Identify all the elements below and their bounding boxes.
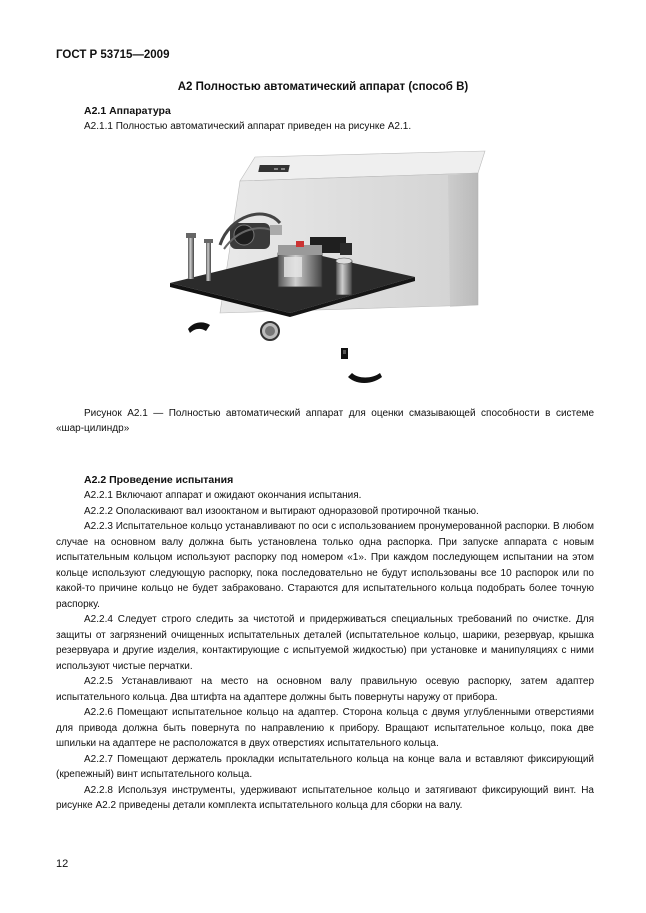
paragraph-a2-2-1: А2.2.1 Включают аппарат и ожидают окончания испытания. <box>84 490 362 501</box>
procedure-text <box>56 488 594 814</box>
paragraph-a2-2-2: А2.2.2 Ополаскивают вал изооктаном и вытирают одноразовой протирочной тканью. <box>84 505 479 517</box>
paragraph-a2-2-3: А2.2.3 Испытательное кольцо устанавливают по оси с использованием пронумерованной распорки. В любом случае на основном валу должна быть установлена только одна распорка. При запуске аппарата с новым испытательным кольцом используют распорку под номером «1». При каждом последующем испытании на этом кольце используют следующую распорку, пока последовательно не будут использованы все 10 распорок или по какой-то причине кольцо не будет забраковано. Стараются для испытательного кольца подобрать более точную распорку. <box>56 521 594 610</box>
paragraph-a2-2-4: А2.2.4 Следует строго следить за чистотой и придерживаться специальных требований по очистке. Для защиты от загрязнений очищенных испытательных деталей (испытательное кольцо, шарики, резервуар, крышка резервуара и другие изделия, контактирующие с испытуемой жидкостью) при установке и манипуляциях с ними используют чистые перчатки. <box>56 614 594 672</box>
page-number: 12 <box>56 858 69 870</box>
paragraph-a2-2-7: А2.2.7 Помещают держатель прокладки испытательного кольца на конце вала и вставляют фиксирующий (крепежный) винт испытательного кольца. <box>56 753 594 780</box>
apparatus-intro: А2.1.1 Полностью автоматический аппарат приведен на рисунке А2.1. <box>84 121 412 132</box>
apparatus-heading: А2.1 Аппаратура <box>84 105 171 117</box>
section-title: А2 Полностью автоматический аппарат (способ В) <box>177 81 469 93</box>
apparatus-photo <box>160 145 500 390</box>
procedure-heading: А2.2 Проведение испытания <box>84 474 234 486</box>
document-header: ГОСТ Р 53715—2009 <box>56 49 170 61</box>
figure-caption: Рисунок А2.1 — Полностью автоматический аппарат для оценки смазывающей способности в системе «шар-цилиндр» <box>56 408 594 434</box>
paragraph-a2-2-8: А2.2.8 Используя инструменты, удерживают испытательное кольцо и затягивают фиксирующий винт. На рисунке А2.2 приведены детали комплекта испытательного кольца для сборки на валу. <box>56 784 594 811</box>
paragraph-a2-2-6: А2.2.6 Помещают испытательное кольцо на адаптер. Сторона кольца с двумя углубленными отверстиями для привода должна быть повернута по направлению к прибору. Вращают испытательное кольцо, пока две шпильки на адаптере не расположатся в двух отверстиях испытательного кольца. <box>56 707 594 749</box>
paragraph-a2-2-5: А2.2.5 Устанавливают на место на основном валу правильную осевую распорку, затем адаптер испытательного кольца. Два штифта на адаптере должны быть повернуты наружу от прибора. <box>56 676 594 703</box>
